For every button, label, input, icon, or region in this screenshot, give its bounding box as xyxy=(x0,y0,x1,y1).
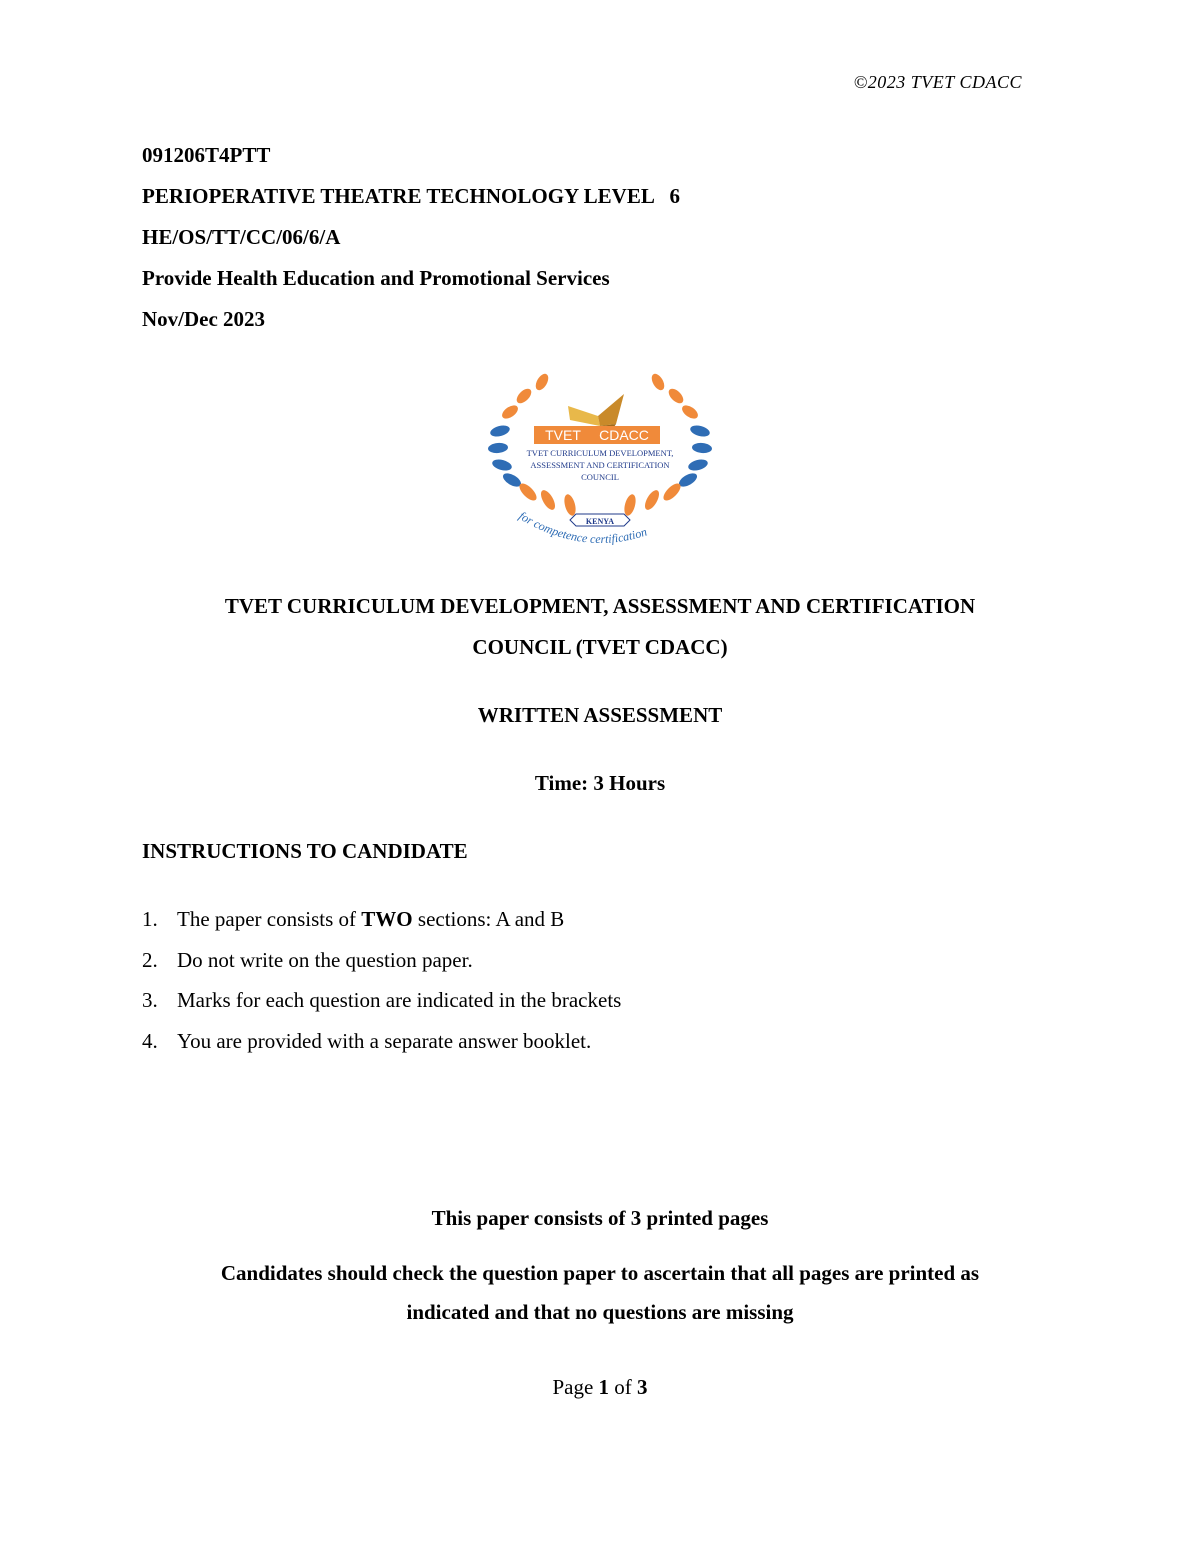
instructions-list xyxy=(142,905,621,1068)
instruction-item xyxy=(142,905,621,946)
logo-country: KENYA xyxy=(585,517,615,526)
page-total: 3 xyxy=(637,1375,648,1399)
instruction-item xyxy=(142,1027,621,1068)
instruction-number: 4. xyxy=(142,1029,158,1054)
book-emblem-icon xyxy=(568,394,624,430)
page-label: Page xyxy=(552,1375,599,1399)
laurel-right xyxy=(622,372,712,517)
exam-session: Nov/Dec 2023 xyxy=(142,307,266,331)
logo-line-2: ASSESSMENT AND CERTIFICATION xyxy=(530,460,670,470)
tvet-cdacc-logo xyxy=(488,368,712,554)
pages-note: This paper consists of 3 printed pages xyxy=(431,1206,769,1230)
instruction-number: 3. xyxy=(142,988,158,1013)
instruction-text-bold: TWO xyxy=(361,907,413,931)
instruction-number: 1. xyxy=(142,907,158,931)
page-number xyxy=(0,1375,1200,1400)
instruction-text-post: sections: A and B xyxy=(412,907,565,931)
instruction-text: Do not write on the question paper. xyxy=(177,947,473,972)
paper-code: 091206T4PTT xyxy=(142,143,271,167)
instruction-text-pre: The paper consists of xyxy=(177,907,362,931)
copyright-notice: ©2023 TVET CDACC xyxy=(853,72,1022,92)
instructions-title: INSTRUCTIONS TO CANDIDATE xyxy=(142,839,468,863)
instruction-text xyxy=(177,905,564,946)
check-note-line-1: Candidates should check the question paper to ascertain that all pages are printed as xyxy=(220,1261,980,1285)
page-of: of xyxy=(609,1375,638,1399)
instruction-text: Marks for each question are indicated in the brackets xyxy=(177,988,622,1013)
unit-title: Provide Health Education and Promotional Services xyxy=(142,266,610,290)
exam-time: Time: 3 Hours xyxy=(534,771,666,795)
check-note-line-2: indicated and that no questions are missing xyxy=(406,1300,794,1324)
instruction-number: 2. xyxy=(142,947,158,972)
logo-line-3: COUNCIL xyxy=(581,472,619,482)
council-name-line-2: COUNCIL (TVET CDACC) xyxy=(472,635,728,659)
program-title: PERIOPERATIVE THEATRE TECHNOLOGY LEVEL 6 xyxy=(142,184,680,208)
logo-motto-path: for competence certification xyxy=(516,508,649,547)
assessment-type: WRITTEN ASSESSMENT xyxy=(477,703,723,727)
unit-code: HE/OS/TT/CC/06/6/A xyxy=(142,225,341,249)
instruction-text: You are provided with a separate answer booklet. xyxy=(177,1029,592,1054)
logo-brand-left: TVET xyxy=(545,427,581,443)
instruction-item xyxy=(142,986,621,1027)
page-current: 1 xyxy=(598,1375,610,1399)
council-name-line-1: TVET CURRICULUM DEVELOPMENT, ASSESSMENT AND CERTIFICATION xyxy=(224,594,976,618)
instruction-item xyxy=(142,946,621,987)
logo-line-1: TVET CURRICULUM DEVELOPMENT, xyxy=(526,448,674,458)
laurel-left xyxy=(488,372,578,517)
logo-brand-right: CDACC xyxy=(599,427,649,443)
